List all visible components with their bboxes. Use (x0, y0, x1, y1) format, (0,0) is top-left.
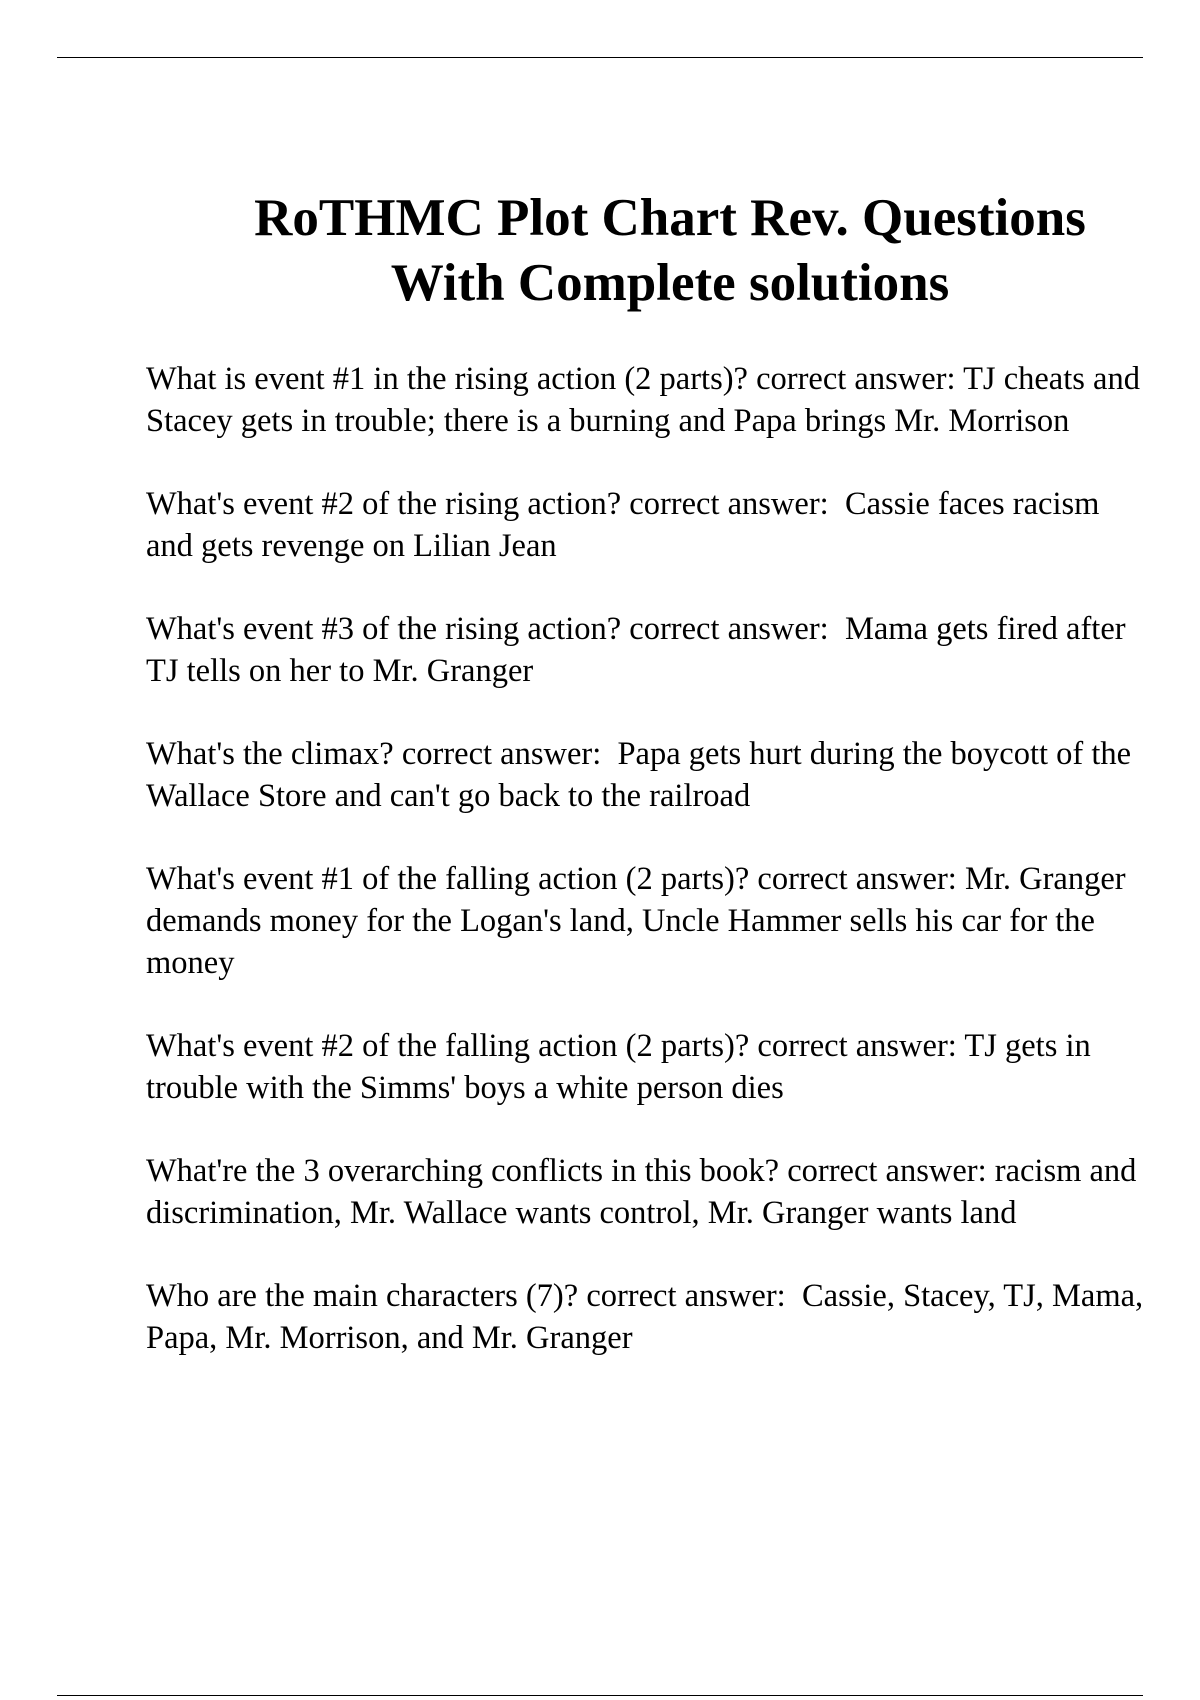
qa-item-8 (146, 1275, 1146, 1359)
answer-text: racism and discrimination, Mr. Wallace wants control, Mr. Granger wants land (146, 1153, 1137, 1231)
question-text: What's event #1 of the falling action (2 parts)? (146, 861, 750, 897)
question-text: What's event #3 of the rising action? (146, 611, 622, 647)
answer-marker: correct answer: (629, 611, 829, 647)
question-text: What's event #2 of the rising action? (146, 486, 622, 522)
title-line-1: RoTHMC Plot Chart Rev. Questions (254, 189, 1086, 247)
qa-item-4 (146, 733, 1146, 817)
top-rule (57, 57, 1143, 58)
qa-item-1 (146, 358, 1146, 442)
answer-marker: correct answer: (629, 486, 829, 522)
answer-marker: correct answer: (787, 1153, 987, 1189)
page-title (120, 186, 1200, 316)
qa-item-3 (146, 608, 1146, 692)
answer-text: Mama gets fired after TJ tells on her to Mr. Granger (146, 611, 1126, 689)
qa-item-5 (146, 858, 1146, 984)
qa-item-2 (146, 483, 1146, 567)
answer-text: Cassie, Stacey, TJ, Mama, Papa, Mr. Morrison, and Mr. Granger (146, 1278, 1144, 1356)
answer-text: Cassie faces racism and gets revenge on Lilian Jean (146, 486, 1100, 564)
question-text: What're the 3 overarching conflicts in this book? (146, 1153, 780, 1189)
answer-text: Papa gets hurt during the boycott of the Wallace Store and can't go back to the railroad (146, 736, 1132, 814)
answer-marker: correct answer: (756, 361, 956, 397)
question-text: What is event #1 in the rising action (2 parts)? (146, 361, 748, 397)
answer-marker: correct answer: (757, 861, 957, 897)
answer-marker: correct answer: (586, 1278, 786, 1314)
answer-marker: correct answer: (757, 1028, 957, 1064)
answer-text: TJ cheats and Stacey gets in trouble; there is a burning and Papa brings Mr. Morrison (146, 361, 1140, 439)
answer-text: Mr. Granger demands money for the Logan's land, Uncle Hammer sells his car for the money (146, 861, 1126, 981)
question-text: What's the climax? (146, 736, 394, 772)
qa-item-6 (146, 1025, 1146, 1109)
answer-marker: correct answer: (401, 736, 602, 772)
answer-text: TJ gets in trouble with the Simms' boys a white person dies (146, 1028, 1091, 1106)
title-line-2: With Complete solutions (390, 254, 950, 312)
question-text: What's event #2 of the falling action (2 parts)? (146, 1028, 750, 1064)
bottom-rule (57, 1695, 1143, 1696)
qa-item-7 (146, 1150, 1146, 1234)
question-text: Who are the main characters (7)? (146, 1278, 579, 1314)
qa-list (146, 358, 1146, 1400)
